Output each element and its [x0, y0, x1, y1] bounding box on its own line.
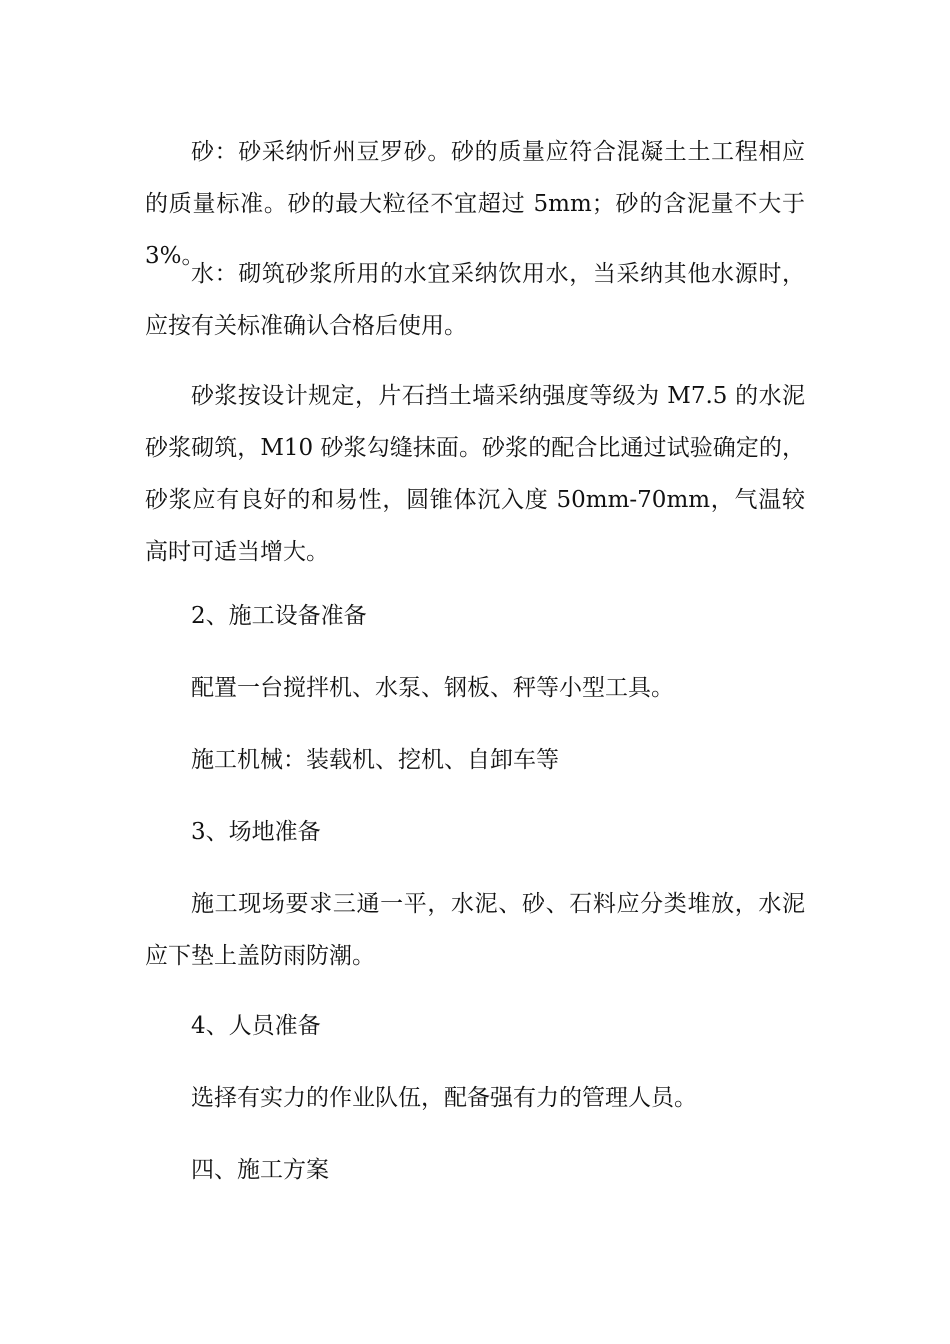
paragraph-equipment: 配置一台搅拌机、水泵、钢板、秤等小型工具。 [191, 675, 674, 701]
paragraph-mortar: 砂浆按设计规定，片石挡土墙采纳强度等级为 M7.5 的水泥砂浆砌筑，M10 砂浆勾缝抹面。砂浆的配合比通过试验确定的，砂浆应有良好的和易性，圆锥体沉入度 50mm-70mm，气温较高时可适当增大。 [145, 383, 805, 565]
paragraph-water: 水：砌筑砂浆所用的水宜采纳饮用水，当采纳其他水源时，应按有关标准确认合格后使用。 [145, 261, 805, 339]
paragraph-site: 施工现场要求三通一平，水泥、砂、石料应分类堆放，水泥应下垫上盖防雨防潮。 [145, 891, 805, 969]
heading-equipment-preparation: 2、施工设备准备 [191, 603, 367, 629]
paragraph-machinery: 施工机械：装载机、挖机、自卸车等 [191, 747, 559, 773]
paragraph-personnel: 选择有实力的作业队伍，配备强有力的管理人员。 [191, 1085, 697, 1111]
heading-construction-plan: 四、施工方案 [191, 1157, 329, 1183]
paragraph-sand: 砂：砂采纳忻州豆罗砂。砂的质量应符合混凝土土工程相应的质量标准。砂的最大粒径不宜超过 5mm；砂的含泥量不大于 3%。 [145, 139, 805, 269]
heading-personnel-preparation: 4、人员准备 [191, 1013, 321, 1039]
heading-site-preparation: 3、场地准备 [191, 819, 321, 845]
